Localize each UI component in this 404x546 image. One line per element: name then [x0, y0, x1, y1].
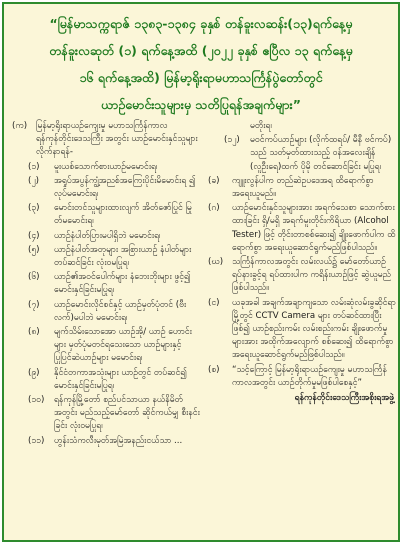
item-text: “သင့်ကြောင့် မြန်မာ့ရိုးရာယဉ်ကျေးမှု မဟာသင်္ကြန်ကာလအတွင်း ယာဉ်တိုက်မှုမဖြစ်ပါစေနှင့်”	[232, 364, 387, 388]
title-line: “မြန်မာသက္ကရာဇ် ၁၃၈၃-၁၃၈၄ ခုနှစ် တန်ခူးလဆန်း(၁၃)ရက်နေ့မှ	[49, 16, 353, 31]
title-line: တန်ခူးလဆုတ် (၁) ရက်နေ့အထိ (၂၀၂၂ ခုနှစ် ဧပြီလ ၁၃ ရက်နေ့မှ	[49, 43, 353, 58]
notice-item	[206, 256, 396, 296]
item-text: ယာဉ်နံပါတ်ပြားမပါရှိဘဲ မမောင်းရ၊	[54, 230, 161, 241]
item-number: (၁)	[28, 161, 40, 172]
notice-item	[206, 175, 396, 201]
title-line: ယာဉ်မောင်းသူများမှ သတိပြုရန်အချက်များ”	[101, 97, 301, 112]
item-text: ယခုအခါ အချက်အချာကျသော လမ်းဆုံလမ်းခွဆိုင်ရာမြို့တွင် CCTV Camera များ တပ်ဆင်ထားပြီးဖြစ်၍ ယာဉ်စည်းကမ်း လမ်းစည်းကမ်း ချိုးဖောက်မှုများအား အထိုက်အလျောက် စစ်ဆေး၍ ထိရောက်စွာ အရေးယူဆောင်ရွက်မည်ဖြစ်ပါသည်။	[232, 297, 396, 361]
notice-item	[206, 120, 396, 133]
item-text: သင်္ကြန်ကာလအတွင်း လမ်းလယ်၌ မော်တော်ယာဉ်ရပ်နားခွင့်ရ ရပ်ထားပါက ကရိန်းယာဉ်ဖြင့် ဆွဲယူမည်ဖြစ်ပါသည်။	[232, 257, 391, 294]
item-number: (စ)	[208, 364, 220, 375]
item-number: (ဃ)	[208, 257, 224, 268]
notice-item	[206, 134, 396, 174]
item-text: အရှုပ်အပွန်ကျွံ့အညစ်အကြေးပိုင်းမိမောင်းရ ၍ လုပ်မမောင်းရ၊	[54, 175, 196, 200]
item-text: မတိုးရ၊	[250, 121, 272, 131]
item-text: မူးယစ်သောက်စားယာဉ်မမောင်းရ၊	[54, 161, 158, 172]
notice-item	[10, 230, 200, 243]
notice-item	[10, 120, 200, 160]
item-number: (ဂ)	[208, 203, 220, 214]
item-number: (င)	[208, 297, 220, 308]
item-number: (၂)	[28, 175, 39, 186]
notice-item	[206, 364, 396, 390]
item-text: ယာဉ်နံပါတ်အတုများ အစြားယာဉ် နံပါတ်များ တပ်ဆင်ခြင်း လုံးဝမပြုရ၊	[54, 244, 192, 269]
title-line: ၁၆ ရက်နေ့အထိ) မြန်မာ့ရိုးရာမဟာသင်္ကြန်ပွဲတော်တွင်	[79, 70, 323, 85]
item-number: (၁၂)	[224, 135, 240, 146]
notice-item	[10, 175, 200, 201]
item-number: (ခ)	[208, 175, 220, 186]
item-number: (၁၀)	[28, 395, 45, 406]
item-text: ရန်ကုန်မြို့တော် စည်ပင်သာယာ နယ်နိမိတ်အတွင်း မည်သည့်မော်တော် ဆိုင်ကယ်မျှ စီးနင်းခြင်း လုံးဝမပြုရ၊	[54, 395, 200, 432]
item-text: မောင်းတင်သူများထားလျက် အိတ်ဇော်ပြုင် မြုတ်မမောင်းရ၊	[54, 203, 192, 227]
item-number: (၉)	[28, 367, 40, 378]
notice-item	[10, 271, 200, 297]
item-number: (က)	[12, 121, 28, 131]
item-text: ယာဉ်၏အဝင်ပေါက်များ နံဘေးဘိုးများ ဖွင့်၍ မောင်းနှင်ခြင်းမပြုရ၊	[54, 272, 191, 296]
left-column	[10, 120, 200, 449]
item-text: နိုင်ငံတကာအသုံးများ ယာဉ်တွင် တပ်ဆင်၍ မောင်းနှင်ခြင်းမပြုရ၊	[54, 367, 187, 391]
item-text: ယာဉ်မောင်းနှင်သူများအား အရက်သေစာ သောက်စားထားခြင်း ရှိ/မရှိ အရက်မူးတိုင်းကိရိယာ (Alcohol Tester) ဖြင့် တိုင်းတာစစ်ဆေး၍ ချိုးဖောက်ပါက ထိရောက်စွာ အရေးယူဆောင်ရွက်မည်ဖြစ်ပါသည်။	[232, 203, 396, 253]
item-text: မဝင်ကပ်ယာဉ်များ (လိုက်ထရပ်/ မီနီ ဗင်ကပ်) သည် သတ်မှတ်ထားသည့် ဝန်အလေးချိန် (လူဦးရေ)ထက် ပိုမို တင်ဆောင်ခြင်း မပြုရ၊	[250, 135, 392, 172]
signature: ရန်ကုန်တိုင်းဒေသကြီးအစိုးရအဖွဲ့	[294, 393, 394, 404]
item-text: ဟွန်းသံကလီးမုတ်အမြဲအနည်းငယ်သာ ...	[54, 435, 183, 446]
item-number: (၃)	[28, 203, 40, 214]
item-number: (၅)	[28, 244, 40, 255]
item-number: (၆)	[28, 272, 40, 283]
right-column	[206, 120, 396, 405]
notice-item	[10, 394, 200, 434]
item-number: (၁၁)	[28, 435, 45, 446]
item-text: ယာဉ်မောင်းလိုင်စင်နှင့် ယာဉ်မှတ်ပုံတင် (ဗီးလက်)မပါဘဲ မမောင်းရ၊	[54, 299, 187, 323]
notice-item	[206, 297, 396, 363]
notice-item	[10, 435, 200, 448]
item-number: (၇)	[28, 299, 40, 310]
item-number: (၄)	[28, 230, 40, 241]
item-text: မျက်သိမ်းသောအော ယာဉ်အို/ ယာဉ် ဟောင်းများ မှတ်ပုံမတင်ရသေးသော ယာဉ်များနှင့် ပြုပြင်ဆဲယာဉ်များ မမောင်းရ၊	[54, 327, 192, 364]
item-text: မြန်မာ့ရိုးရာယဉ်ကျေးမှု မဟာသင်္ကြန်ကာလ ရန်ကုန်တိုင်းဒေသကြီး အတွင်း ယာဉ်မောင်းနှင်သူများ လိုက်နာရန်-	[36, 121, 198, 158]
notice-item	[10, 202, 200, 228]
notice-item	[10, 244, 200, 270]
notice-title	[14, 10, 388, 118]
notice-item	[206, 202, 396, 255]
item-number: (၈)	[28, 327, 40, 338]
notice-item	[10, 326, 200, 366]
notice-item	[10, 367, 200, 393]
notice-item	[10, 161, 200, 174]
item-text: ကျူးလွန်ပါက တည်ဆဲဥပဒေအရ ထိရောက်စွာ အရေးယူမည်။	[232, 175, 374, 200]
notice-panel	[2, 2, 400, 542]
notice-item	[10, 299, 200, 325]
